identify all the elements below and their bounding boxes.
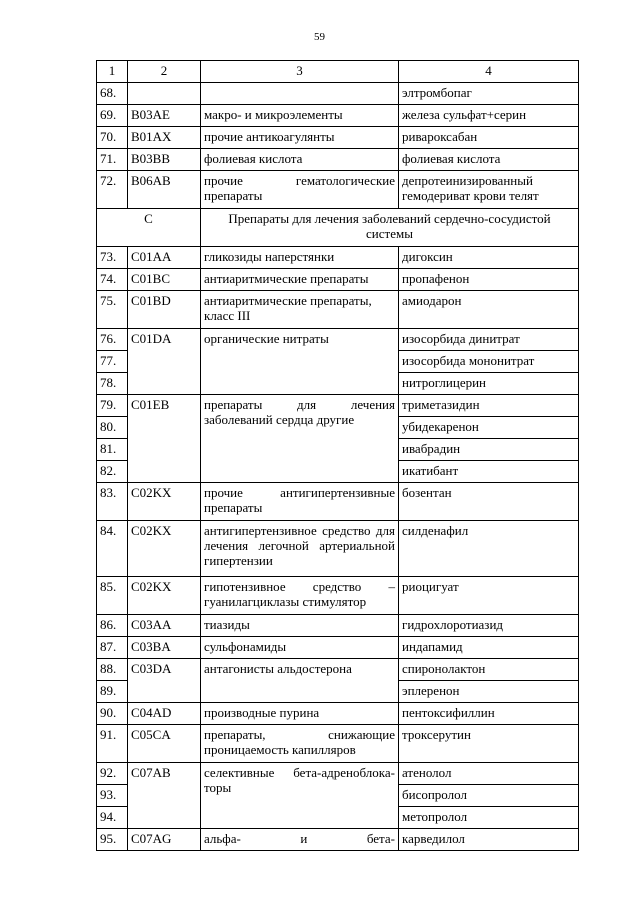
table-row xyxy=(97,291,579,329)
table-row xyxy=(97,105,579,127)
row-number: 77. xyxy=(97,351,128,373)
row-number: 75. xyxy=(97,291,128,329)
drug-group: макро- и микроэлементы xyxy=(201,105,399,127)
drug-name: спиронолактон xyxy=(399,659,579,681)
row-number: 69. xyxy=(97,105,128,127)
row-number: 94. xyxy=(97,807,128,829)
row-number: 88. xyxy=(97,659,128,681)
header-cell: 4 xyxy=(399,61,579,83)
header-cell: 2 xyxy=(128,61,201,83)
row-number: 87. xyxy=(97,637,128,659)
drug-table xyxy=(96,60,579,851)
drug-group: тиазиды xyxy=(201,615,399,637)
atc-code: C01BD xyxy=(128,291,201,329)
atc-code: C01DA xyxy=(128,329,201,395)
row-number: 86. xyxy=(97,615,128,637)
drug-group: гипотензивное средство – гуанилагциклазы стимулятор xyxy=(201,577,399,615)
table-row xyxy=(97,247,579,269)
table-row xyxy=(97,127,579,149)
row-number: 85. xyxy=(97,577,128,615)
row-number: 83. xyxy=(97,483,128,521)
atc-code: B03BB xyxy=(128,149,201,171)
row-number: 79. xyxy=(97,395,128,417)
drug-group: органические нитраты xyxy=(201,329,399,395)
drug-name: пентоксифиллин xyxy=(399,703,579,725)
atc-code: C05CA xyxy=(128,725,201,763)
table-row xyxy=(97,829,579,851)
drug-group: препараты для лечения заболеваний сердца другие xyxy=(201,395,399,483)
atc-code: C07AB xyxy=(128,763,201,829)
row-number: 93. xyxy=(97,785,128,807)
drug-name: бисопролол xyxy=(399,785,579,807)
drug-name: ривароксабан xyxy=(399,127,579,149)
table-row xyxy=(97,83,579,105)
row-number: 81. xyxy=(97,439,128,461)
drug-name: изосорбида динитрат xyxy=(399,329,579,351)
drug-group: прочие антигипертензивные препараты xyxy=(201,483,399,521)
atc-code: C04AD xyxy=(128,703,201,725)
table-row xyxy=(97,521,579,577)
atc-code: C02KX xyxy=(128,577,201,615)
drug-name: дигоксин xyxy=(399,247,579,269)
atc-code: C01EB xyxy=(128,395,201,483)
atc-code xyxy=(128,83,201,105)
drug-name: депротеинизированный гемодериват крови телят xyxy=(399,171,579,209)
drug-name: силденафил xyxy=(399,521,579,577)
drug-name: элтромбопаг xyxy=(399,83,579,105)
drug-group: селективные бета-адреноблока-торы xyxy=(201,763,399,829)
drug-group: антиаритмические препараты, класс III xyxy=(201,291,399,329)
drug-name: икатибант xyxy=(399,461,579,483)
drug-name: изосорбида мононитрат xyxy=(399,351,579,373)
drug-name: нитроглицерин xyxy=(399,373,579,395)
drug-name: карведилол xyxy=(399,829,579,851)
header-cell: 1 xyxy=(97,61,128,83)
drug-group: фолиевая кислота xyxy=(201,149,399,171)
page-number: 59 xyxy=(314,31,325,43)
atc-code: C02KX xyxy=(128,483,201,521)
drug-name: железа сульфат+серин xyxy=(399,105,579,127)
atc-code: B03AE xyxy=(128,105,201,127)
table-row xyxy=(97,763,579,785)
drug-name: атенолол xyxy=(399,763,579,785)
atc-code: B01AX xyxy=(128,127,201,149)
drug-group xyxy=(201,83,399,105)
row-number: 84. xyxy=(97,521,128,577)
table-row xyxy=(97,725,579,763)
header-row xyxy=(97,61,579,83)
drug-name: пропафенон xyxy=(399,269,579,291)
drug-name: триметазидин xyxy=(399,395,579,417)
drug-group: альфа- и бета- xyxy=(201,829,399,851)
row-number: 92. xyxy=(97,763,128,785)
atc-code: C03DA xyxy=(128,659,201,703)
drug-group: производные пурина xyxy=(201,703,399,725)
drug-name: индапамид xyxy=(399,637,579,659)
table-row xyxy=(97,703,579,725)
drug-group: сульфонамиды xyxy=(201,637,399,659)
row-number: 82. xyxy=(97,461,128,483)
atc-code: C07AG xyxy=(128,829,201,851)
row-number: 70. xyxy=(97,127,128,149)
row-number: 89. xyxy=(97,681,128,703)
drug-group: препараты, снижающие проницаемость капилляров xyxy=(201,725,399,763)
drug-group: гликозиды наперстянки xyxy=(201,247,399,269)
drug-group: антагонисты альдостерона xyxy=(201,659,399,703)
drug-name: амиодарон xyxy=(399,291,579,329)
row-number: 71. xyxy=(97,149,128,171)
atc-code: C01BC xyxy=(128,269,201,291)
table-row xyxy=(97,149,579,171)
row-number: 95. xyxy=(97,829,128,851)
section-letter: C xyxy=(97,209,201,247)
drug-group: антигипертензивное средство для лечения легочной артериальной гипертензии xyxy=(201,521,399,577)
drug-name: гидрохлоротиазид xyxy=(399,615,579,637)
section-row xyxy=(97,209,579,247)
section-title: Препараты для лечения заболеваний сердечно-сосудистой системы xyxy=(201,209,579,247)
drug-name: метопролол xyxy=(399,807,579,829)
row-number: 73. xyxy=(97,247,128,269)
drug-group: антиаритмические препараты xyxy=(201,269,399,291)
drug-group: прочие антикоагулянты xyxy=(201,127,399,149)
header-cell: 3 xyxy=(201,61,399,83)
row-number: 74. xyxy=(97,269,128,291)
table-row xyxy=(97,329,579,351)
table-row xyxy=(97,395,579,417)
row-number: 91. xyxy=(97,725,128,763)
row-number: 68. xyxy=(97,83,128,105)
drug-name: эплеренон xyxy=(399,681,579,703)
drug-name: ивабрадин xyxy=(399,439,579,461)
drug-group: прочие гематологические препараты xyxy=(201,171,399,209)
table-row xyxy=(97,615,579,637)
drug-name: риоцигуат xyxy=(399,577,579,615)
row-number: 72. xyxy=(97,171,128,209)
row-number: 90. xyxy=(97,703,128,725)
drug-name: бозентан xyxy=(399,483,579,521)
table-row xyxy=(97,637,579,659)
drug-name: фолиевая кислота xyxy=(399,149,579,171)
table-row xyxy=(97,171,579,209)
atc-code: C03BA xyxy=(128,637,201,659)
table-row xyxy=(97,483,579,521)
atc-code: C03AA xyxy=(128,615,201,637)
atc-code: C02KX xyxy=(128,521,201,577)
atc-code: B06AB xyxy=(128,171,201,209)
table-row xyxy=(97,577,579,615)
drug-name: троксерутин xyxy=(399,725,579,763)
row-number: 76. xyxy=(97,329,128,351)
drug-name: убидекаренон xyxy=(399,417,579,439)
row-number: 78. xyxy=(97,373,128,395)
table-row xyxy=(97,659,579,681)
row-number: 80. xyxy=(97,417,128,439)
table-row xyxy=(97,269,579,291)
atc-code: C01AA xyxy=(128,247,201,269)
